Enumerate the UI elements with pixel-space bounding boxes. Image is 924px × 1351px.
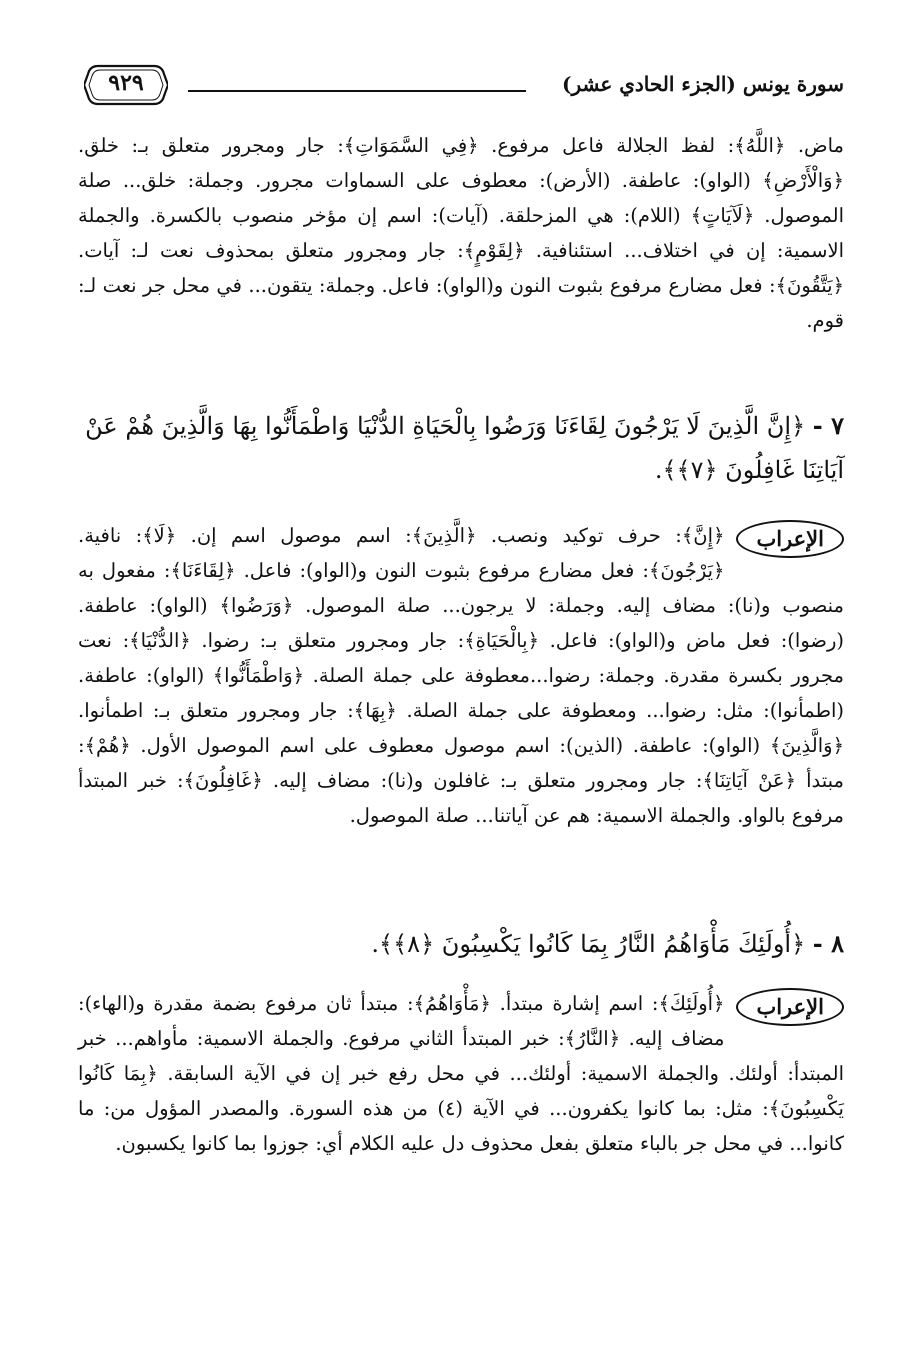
irab-section-8	[78, 986, 844, 1161]
irab-badge: الإعراب	[736, 520, 844, 558]
verse-number: ٧ -	[812, 411, 844, 440]
irab-badge: الإعراب	[736, 988, 844, 1026]
irab-text: ﴿إِنَّ﴾: حرف توكيد ونصب. ﴿الَّذِينَ﴾: اسم موصول اسم إن. ﴿لَا﴾: نافية. ﴿يَرْجُونَ﴾: فعل مضارع مرفوع بثبوت النون و(الواو): فاعل. ﴿لِقَاءَنَا﴾: مفعول به منصوب و(نا): مضاف إليه. وجملة: لا يرجون... صلة الموصول. ﴿وَرَضُوا﴾ (الواو): عاطفة. (رضوا): فعل ماض و(الواو): فاعل. ﴿بِالْحَيَاةِ﴾: جار ومجرور متعلق بـ: رضوا. ﴿الدُّنْيَا﴾: نعت مجرور بكسرة مقدرة. وجملة: رضوا...معطوفة على جملة الصلة. ﴿وَاطْمَأَنُّوا﴾ (الواو): عاطفة. (اطمأنوا): مثل: رضوا... ومعطوفة على جملة الصلة. ﴿بِهَا﴾: جار ومجرور متعلق بـ: اطمأنوا. ﴿وَالَّذِينَ﴾ (الواو): عاطفة. (الذين): اسم موصول معطوف على اسم الموصول الأول. ﴿هُمْ﴾: مبتدأ ﴿عَنْ آيَاتِنَا﴾: جار ومجرور متعلق بـ: غافلون و(نا): مضاف إليه. ﴿غَافِلُونَ﴾: خبر المبتدأ مرفوع بالواو. والجملة الاسمية: هم عن آياتنا... صلة الموصول.	[78, 524, 844, 827]
page-number: ٩٢٩	[108, 70, 144, 96]
verse-8	[78, 922, 844, 966]
header-title: سورة يونس (الجزء الحادي عشر)	[562, 72, 844, 96]
verse-text: ﴿إِنَّ الَّذِينَ لَا يَرْجُونَ لِقَاءَنَا وَرَضُوا بِالْحَيَاةِ الدُّنْيَا وَاطْمَأَنُّوا بِهَا وَالَّذِينَ هُمْ عَنْ آيَاتِنَا غَافِلُونَ ﴿٧﴾﴾.	[85, 412, 844, 484]
paragraph-continuation	[78, 128, 844, 338]
page-header	[72, 62, 844, 112]
page-number-frame	[84, 62, 168, 108]
verse-number: ٨ -	[812, 929, 844, 958]
irab-section-7	[78, 518, 844, 833]
paragraph-text: ماض. ﴿اللَّهُ﴾: لفظ الجلالة فاعل مرفوع. ﴿فِي السَّمَوَاتِ﴾: جار ومجرور متعلق بـ: خلق. ﴿وَالْأَرْضِ﴾ (الواو): عاطفة. (الأرض): معطوف على السماوات مجرور. وجملة: خلق... صلة الموصول. ﴿لَآيَاتٍ﴾ (اللام): هي المزحلقة. (آيات): اسم إن مؤخر منصوب بالكسرة. والجملة الاسمية: إن في اختلاف... استئنافية. ﴿لِقَوْمٍ﴾: جار ومجرور متعلق بمحذوف نعت لـ: آيات. ﴿يَتَّقُونَ﴾: فعل مضارع مرفوع بثبوت النون و(الواو): فاعل. وجملة: يتقون... في محل جر نعت لـ: قوم.	[78, 134, 844, 332]
verse-text: ﴿أُولَئِكَ مَأْوَاهُمُ النَّارُ بِمَا كَانُوا يَكْسِبُونَ ﴿٨﴾﴾.	[371, 930, 806, 958]
header-divider	[188, 90, 526, 92]
verse-7	[78, 404, 844, 492]
irab-text: ﴿أُولَئِكَ﴾: اسم إشارة مبتدأ. ﴿مَأْوَاهُمُ﴾: مبتدأ ثان مرفوع بضمة مقدرة و(الهاء): مضاف إليه. ﴿النَّارُ﴾: خبر المبتدأ الثاني مرفوع. والجملة الاسمية: مأواهم... خبر المبتدأ: أولئك. والجملة الاسمية: أولئك... في محل رفع خبر إن في الآية السابقة. ﴿بِمَا كَانُوا يَكْسِبُونَ﴾: مثل: بما كانوا يكفرون... في الآية (٤) من هذه السورة. والمصدر المؤول من: ما كانوا... في محل جر بالباء متعلق بفعل محذوف دل عليه الكلام أي: جوزوا بما كانوا يكسبون.	[78, 992, 844, 1155]
